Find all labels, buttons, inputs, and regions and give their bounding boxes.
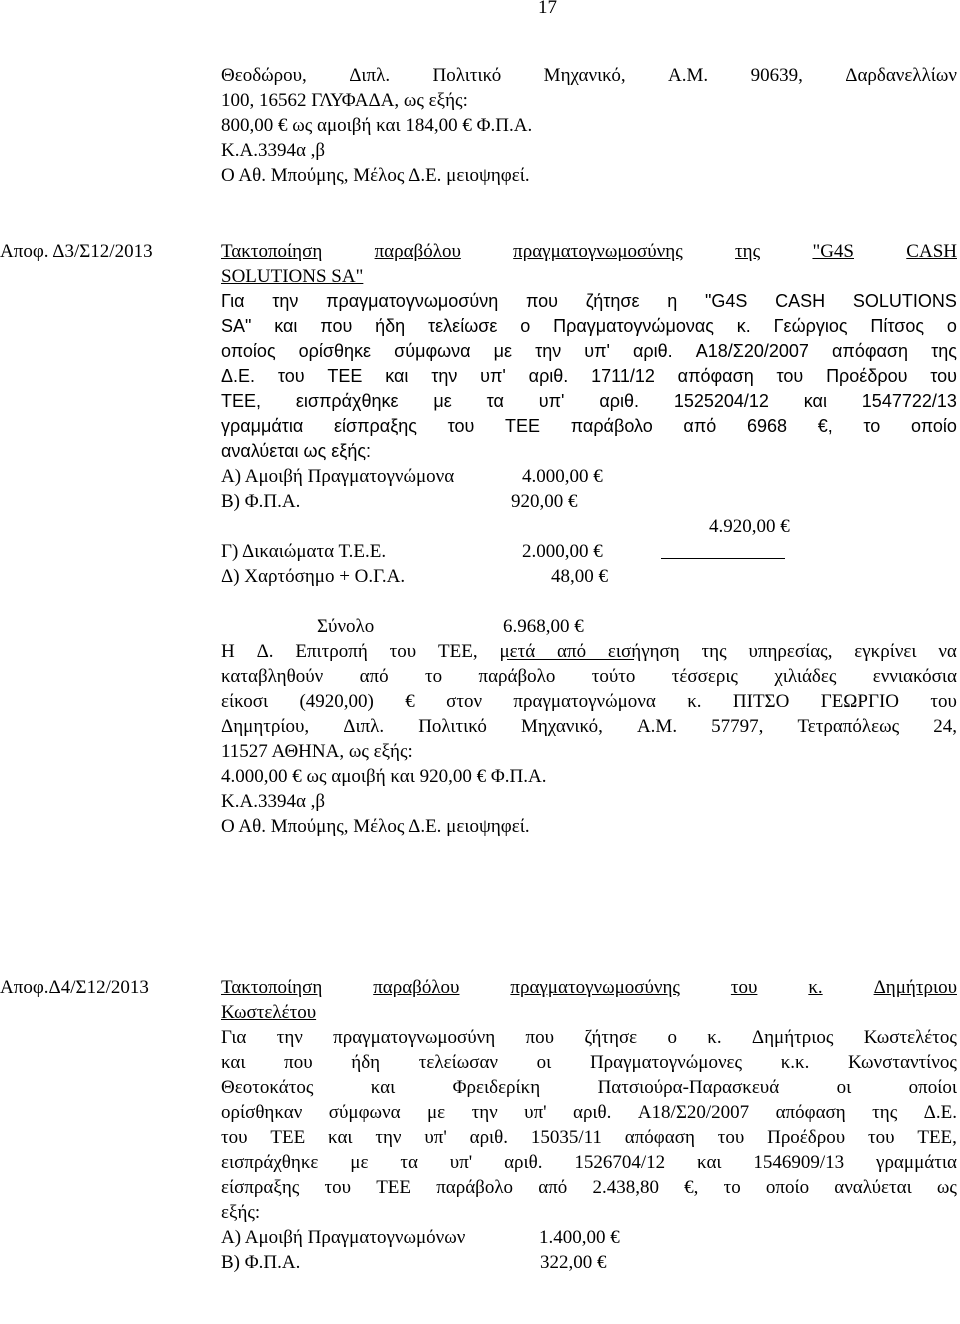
word: παράβολο xyxy=(478,666,556,687)
word: την xyxy=(431,366,458,386)
word: 1546909/13 xyxy=(753,1152,845,1173)
word: Α18/Σ20/2007 xyxy=(637,1102,750,1123)
word: ο xyxy=(520,316,531,336)
word: γραμμάτια xyxy=(221,416,304,436)
word: του xyxy=(776,366,804,386)
word: οποίοι xyxy=(908,1077,957,1098)
word: (4920,00) xyxy=(299,691,374,712)
word: SOLUTIONS xyxy=(852,291,957,311)
word: της xyxy=(931,341,957,361)
word: Θεοτοκάτος xyxy=(221,1077,314,1098)
text-line xyxy=(221,64,957,89)
word: κ.κ. xyxy=(780,1052,810,1073)
word: του xyxy=(930,366,957,386)
word: Πατσιούρα-Παρασκευά xyxy=(597,1077,780,1098)
word: υπ' xyxy=(480,366,506,386)
word: CASH xyxy=(906,241,957,262)
text-line: 11527 ΑΘΗΝΑ, ως εξής: xyxy=(221,741,413,762)
word: Πραγματογνώμονες xyxy=(589,1052,743,1073)
word: κ. xyxy=(736,316,751,336)
word: απόφαση xyxy=(775,1102,846,1123)
word: Μηχανικό, xyxy=(543,65,626,86)
word: τελείωσε xyxy=(428,316,498,336)
word: την xyxy=(535,341,562,361)
word: υπ' xyxy=(524,1102,547,1123)
word: Η xyxy=(221,641,235,662)
word: ζήτησε xyxy=(585,291,640,311)
word: πραγματογνώμονα xyxy=(513,691,656,712)
text-line xyxy=(221,340,957,365)
word: "G4S xyxy=(812,241,854,262)
word: αριθ. xyxy=(633,341,673,361)
word: εγκρίνει xyxy=(854,641,917,662)
word: την xyxy=(471,1102,498,1123)
decision-3-title-line2: SOLUTIONS SA" xyxy=(221,266,364,287)
fee-amount: 4.920,00 € xyxy=(709,516,790,537)
word: οι xyxy=(836,1077,852,1098)
word: Δημήτριου xyxy=(873,977,957,998)
word: Δ.Ε. xyxy=(221,366,256,386)
word: και xyxy=(274,316,298,336)
word: 24, xyxy=(933,716,957,737)
word: Θεοδώρου, xyxy=(221,65,307,86)
word: οποίος xyxy=(221,341,276,361)
word: από xyxy=(538,1177,568,1198)
word: ΤΕΕ xyxy=(270,1127,306,1148)
word: από xyxy=(683,416,717,436)
word: Δ.Ε. xyxy=(923,1102,957,1123)
text-line: Ο Αθ. Μπούμης, Μέλος Δ.Ε. μειοψηφεί. xyxy=(221,165,530,186)
fee-label: Γ) Δικαιώματα Τ.Ε.Ε. xyxy=(221,541,387,562)
fee-amount: 920,00 € xyxy=(511,491,578,512)
word: Προέδρου xyxy=(767,1127,846,1148)
word: που xyxy=(284,1052,313,1073)
fee-item xyxy=(221,1251,957,1276)
word: που xyxy=(525,1027,555,1048)
fee-subtotal xyxy=(221,515,957,540)
word: είσπραξης xyxy=(221,1177,300,1198)
word: απόφαση xyxy=(624,1127,695,1148)
fee-label: Δ) Χαρτόσημο + Ο.Γ.Α. xyxy=(221,566,406,587)
word: Φρειδερίκη xyxy=(452,1077,541,1098)
text-line xyxy=(221,1151,957,1176)
fee-amount: 4.000,00 € xyxy=(522,466,603,487)
word: €, xyxy=(684,1177,699,1198)
text-line xyxy=(221,290,957,315)
word: στον xyxy=(446,691,483,712)
text-line xyxy=(221,715,957,740)
word: Πολιτικό xyxy=(418,716,487,737)
word: οι xyxy=(536,1052,552,1073)
word: τα xyxy=(486,391,504,411)
word: Τακτοποίηση xyxy=(221,241,323,262)
text-line xyxy=(221,1051,957,1076)
word: και xyxy=(385,366,409,386)
word: αναλύεται xyxy=(834,1177,912,1198)
word: σύμφωνα xyxy=(328,1102,401,1123)
page-number: 17 xyxy=(538,0,557,18)
word: πραγματογνωμοσύνης xyxy=(513,241,683,262)
decision-3-label: Αποφ. Δ3/Σ12/2013 xyxy=(0,241,153,262)
word: ΤΕΕ xyxy=(505,416,541,436)
word: τα xyxy=(400,1152,418,1173)
fee-item xyxy=(221,1226,957,1251)
text-line xyxy=(221,415,957,440)
previous-decision-tail xyxy=(221,64,957,189)
word: και xyxy=(328,1127,353,1148)
word: CASH xyxy=(775,291,826,311)
word: Για xyxy=(221,291,245,311)
word: του xyxy=(867,1127,895,1148)
word: Πολιτικό xyxy=(432,65,502,86)
word: αριθ. xyxy=(573,1102,612,1123)
word: Δαρδανελλίων xyxy=(845,65,957,86)
word: κ. xyxy=(707,1027,722,1048)
word: που xyxy=(320,316,353,336)
text-line xyxy=(221,365,957,390)
word: Γεώργιος xyxy=(773,316,848,336)
word: παράβολο xyxy=(436,1177,514,1198)
word: οποίο xyxy=(910,416,957,436)
word: Κωνσταντίνος xyxy=(848,1052,957,1073)
decision-4-title-line2: Κωστελέτου xyxy=(221,1002,317,1023)
word: η xyxy=(667,291,678,311)
word: του xyxy=(324,1177,352,1198)
word: υπ' xyxy=(424,1127,447,1148)
total-amount: 6.968,00 € xyxy=(503,616,584,637)
word: οποίο xyxy=(765,1177,810,1198)
text-line: Κ.Α.3394α ,β xyxy=(221,791,326,812)
word: απόφαση xyxy=(832,341,909,361)
word: τελείωσαν xyxy=(418,1052,498,1073)
word: χιλιάδες xyxy=(774,666,837,687)
word: με xyxy=(350,1152,369,1173)
word: €, xyxy=(817,416,833,436)
word: της xyxy=(872,1102,898,1123)
word: Επιτροπή xyxy=(295,641,368,662)
word: κ. xyxy=(687,691,702,712)
text-line: 800,00 € ως αμοιβή και 184,00 € Φ.Π.Α. xyxy=(221,115,533,136)
word: που xyxy=(525,291,558,311)
fee-item xyxy=(221,490,957,515)
word: ΤΕΕ, xyxy=(438,641,478,662)
word: είσπραξης xyxy=(334,416,417,436)
word: ζήτησε xyxy=(584,1027,638,1048)
word: εισπράχθηκε xyxy=(295,391,399,411)
fee-label: Α) Αμοιβή Πραγματογνώμονα xyxy=(221,466,455,487)
word: Τακτοποίηση xyxy=(221,977,323,998)
word: με xyxy=(493,341,513,361)
word: το xyxy=(723,1177,741,1198)
word: και xyxy=(370,1077,396,1098)
decision-4-title xyxy=(221,976,957,1001)
text-line xyxy=(221,1076,957,1101)
word: και xyxy=(221,1052,246,1073)
word: αριθ. xyxy=(599,391,639,411)
word: ΓΕΩΡΓΙΟ xyxy=(820,691,900,712)
word: 15035/11 xyxy=(530,1127,602,1148)
word: ΤΕΕ, xyxy=(221,391,262,411)
word: ΠΙΤΣΟ xyxy=(732,691,790,712)
word: υπ' xyxy=(449,1152,473,1173)
word: ΤΕΕ xyxy=(376,1177,412,1198)
word: Διπλ. xyxy=(349,65,391,86)
text-line xyxy=(221,315,957,340)
decision-4 xyxy=(221,976,957,1276)
word: 1526704/12 xyxy=(574,1152,666,1173)
word: αριθ. xyxy=(504,1152,543,1173)
word: πραγματογνωμοσύνη xyxy=(333,1027,496,1048)
fee-item xyxy=(221,540,957,565)
word: τούτο xyxy=(591,666,636,687)
word: "G4S xyxy=(705,291,748,311)
word: της xyxy=(701,641,727,662)
fee-amount: 322,00 € xyxy=(540,1252,607,1273)
word: του xyxy=(717,1127,745,1148)
text-line: Κ.Α.3394α ,β xyxy=(221,140,326,161)
word: με xyxy=(427,1102,446,1123)
text-line: 4.000,00 € ως αμοιβή και 920,00 € Φ.Π.Α. xyxy=(221,766,547,787)
word: 2.438,80 xyxy=(592,1177,659,1198)
word: ως xyxy=(936,1177,957,1198)
word: απόφαση xyxy=(677,366,754,386)
word: ήδη xyxy=(375,316,406,336)
word: Α.Μ. xyxy=(636,716,678,737)
total-label: Σύνολο xyxy=(317,616,375,637)
word: 1525204/12 xyxy=(673,391,769,411)
word: εισήγηση xyxy=(607,641,680,662)
word: παράβολο xyxy=(570,416,653,436)
word: του xyxy=(221,1127,248,1148)
word: Πραγματογνώμονας xyxy=(553,316,714,336)
text-line: 100, 16562 ΓΛΥΦΑΔΑ, ως εξής: xyxy=(221,90,468,111)
text-line xyxy=(221,1176,957,1201)
word: το xyxy=(863,416,881,436)
word: Δημητρίου, xyxy=(221,716,310,737)
word: την xyxy=(276,1027,303,1048)
word: μετά xyxy=(499,641,536,662)
fee-amount: 1.400,00 € xyxy=(539,1227,620,1248)
word: παραβόλου xyxy=(373,977,460,998)
fee-label: Β) Φ.Π.Α. xyxy=(221,491,301,512)
word: και xyxy=(697,1152,722,1173)
word: του xyxy=(447,416,475,436)
word: αριθ. xyxy=(469,1127,509,1148)
decision-3-title xyxy=(221,240,957,265)
subtotal-rule xyxy=(661,558,785,559)
text-line: εξής: xyxy=(221,1202,261,1223)
word: παραβόλου xyxy=(374,241,461,262)
word: 1711/12 xyxy=(591,366,655,386)
word: 1547722/13 xyxy=(861,391,957,411)
spacer-row xyxy=(221,590,957,615)
word: ήδη xyxy=(351,1052,381,1073)
word: ορίσθηκε xyxy=(298,341,372,361)
word: ο xyxy=(946,316,957,336)
word: Για xyxy=(221,1027,247,1048)
word: να xyxy=(938,641,957,662)
word: 90639, xyxy=(750,65,803,86)
word: € xyxy=(405,691,415,712)
fee-item xyxy=(221,565,957,590)
word: ΤΕΕ xyxy=(327,366,363,386)
word: Προέδρου xyxy=(826,366,908,386)
word: με xyxy=(433,391,452,411)
text-line xyxy=(221,665,957,690)
word: την xyxy=(272,291,299,311)
word: 6968 xyxy=(746,416,787,436)
word: κ. xyxy=(808,977,823,998)
decision-3 xyxy=(221,240,957,840)
fee-total xyxy=(221,615,957,640)
word: υπ' xyxy=(584,341,610,361)
fee-amount: 2.000,00 € xyxy=(522,541,603,562)
word: του xyxy=(930,691,957,712)
word: του xyxy=(389,641,417,662)
word: από xyxy=(359,666,389,687)
word: Α.Μ. xyxy=(668,65,709,86)
word: Δ. xyxy=(256,641,274,662)
word: εισπράχθηκε xyxy=(221,1152,319,1173)
word: σύμφωνα xyxy=(394,341,471,361)
word: Τετραπόλεως xyxy=(797,716,900,737)
text-line xyxy=(221,390,957,415)
word: της xyxy=(735,241,761,262)
text-line: αναλύεται ως εξής: xyxy=(221,441,372,461)
word: ο xyxy=(667,1027,677,1048)
decision-4-label: Αποφ.Δ4/Σ12/2013 xyxy=(0,977,149,998)
word: Δημήτριος xyxy=(751,1027,834,1048)
total-rule xyxy=(507,659,634,660)
text-line xyxy=(221,640,957,665)
word: Πίτσος xyxy=(870,316,925,336)
word: SA" xyxy=(221,316,252,336)
fee-label: Β) Φ.Π.Α. xyxy=(221,1252,301,1273)
word: από xyxy=(557,641,587,662)
fee-item xyxy=(221,465,957,490)
text-line xyxy=(221,1101,957,1126)
word: το xyxy=(424,666,443,687)
fee-amount: 48,00 € xyxy=(551,566,608,587)
word: και xyxy=(803,391,827,411)
word: είκοσι xyxy=(221,691,269,712)
word: ορίσθηκαν xyxy=(221,1102,303,1123)
word: αριθ. xyxy=(528,366,569,386)
text-line xyxy=(221,690,957,715)
word: γραμμάτια xyxy=(876,1152,957,1173)
word: 57797, xyxy=(711,716,764,737)
word: πραγματογνωμοσύνη xyxy=(326,291,499,311)
word: Διπλ. xyxy=(343,716,385,737)
word: Κωστελέτος xyxy=(863,1027,957,1048)
word: καταβληθούν xyxy=(221,666,324,687)
text-line xyxy=(221,1026,957,1051)
fee-label: Α) Αμοιβή Πραγματογνωμόνων xyxy=(221,1227,466,1248)
word: τέσσερις xyxy=(671,666,738,687)
text-line: Ο Αθ. Μπούμης, Μέλος Δ.Ε. μειοψηφεί. xyxy=(221,816,530,837)
word: υπηρεσίας, xyxy=(748,641,833,662)
word: υπ' xyxy=(538,391,565,411)
word: του xyxy=(730,977,758,998)
word: πραγματογνωμοσύνης xyxy=(510,977,680,998)
word: την xyxy=(375,1127,402,1148)
word: Μηχανικό, xyxy=(520,716,603,737)
word: εννιακόσια xyxy=(872,666,957,687)
word: Α18/Σ20/2007 xyxy=(695,341,809,361)
word: του xyxy=(277,366,305,386)
text-line xyxy=(221,1126,957,1151)
word: ΤΕΕ, xyxy=(917,1127,957,1148)
